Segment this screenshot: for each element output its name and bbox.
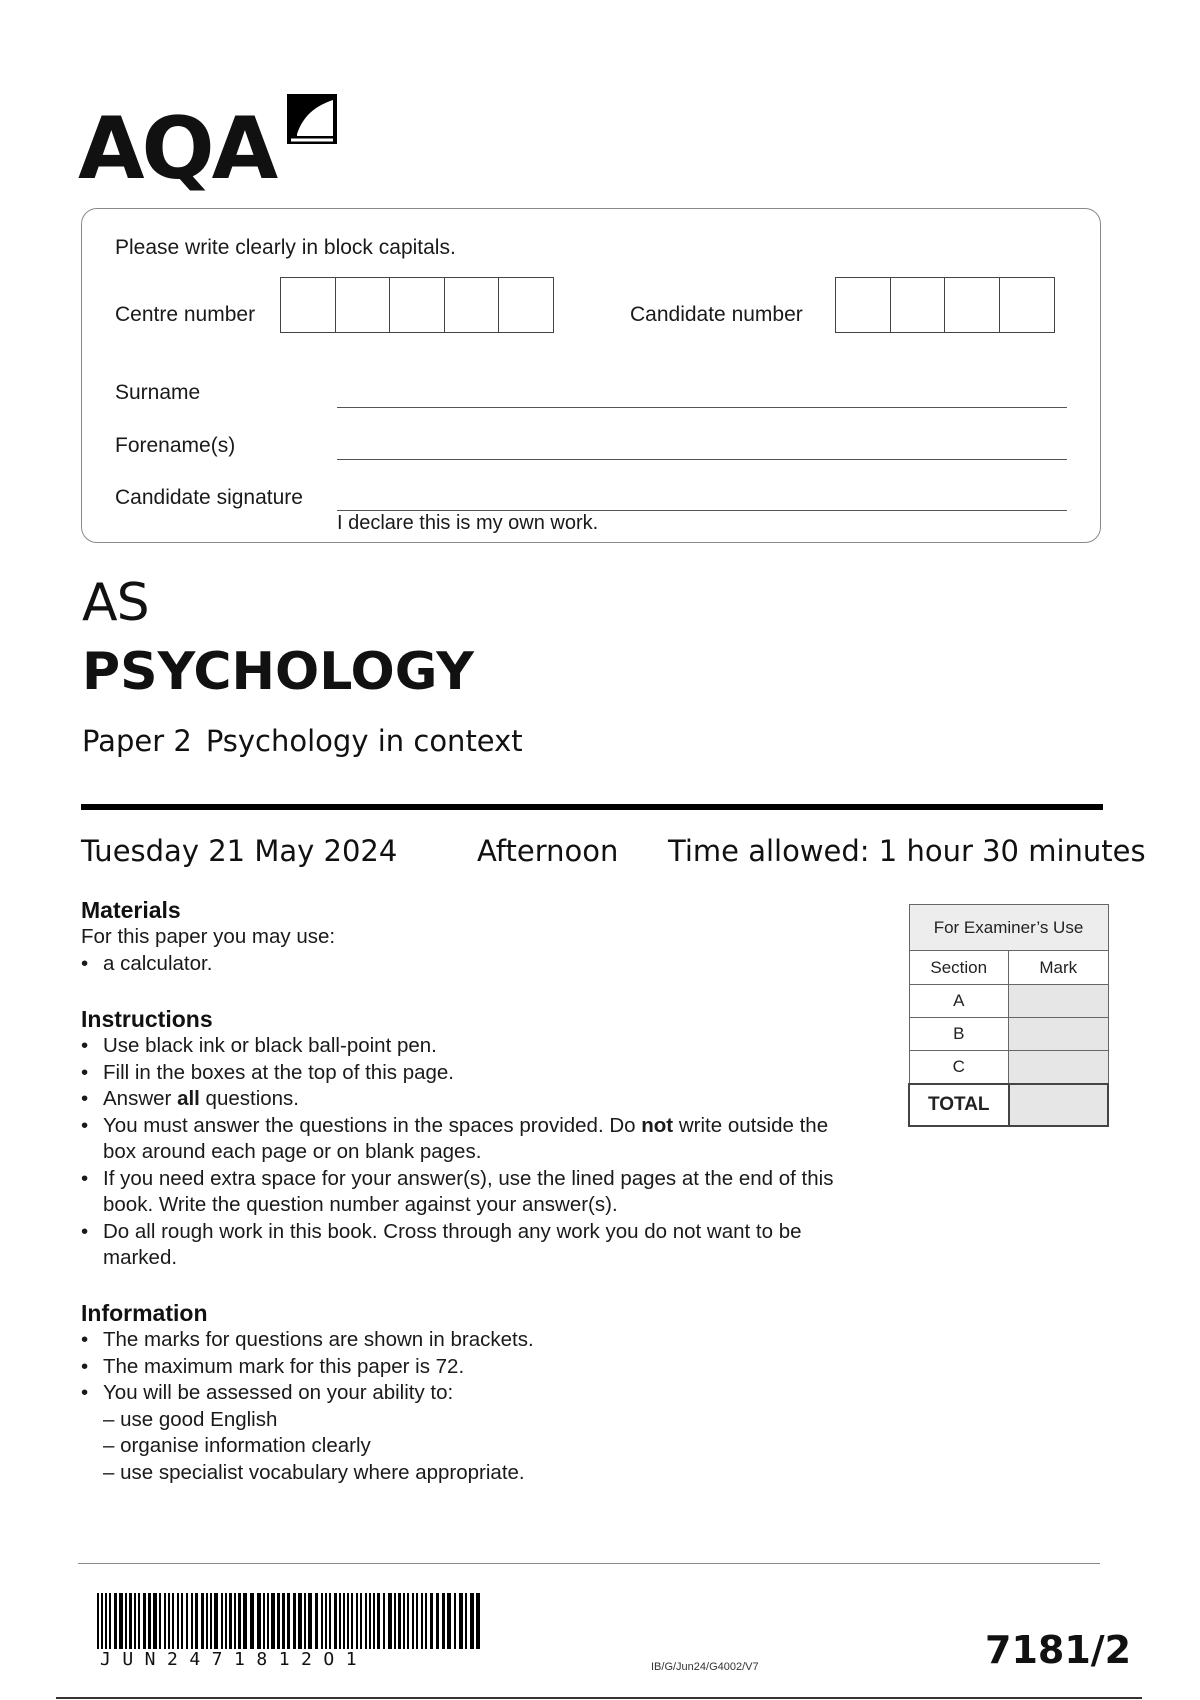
materials-section: [81, 897, 841, 977]
exam-date: Tuesday 21 May 2024: [81, 834, 398, 868]
footer-divider: [78, 1563, 1100, 1564]
centre-number-digit[interactable]: [280, 277, 336, 333]
surname-line[interactable]: [337, 407, 1067, 408]
page-bottom-rule: [56, 1697, 1142, 1699]
document-reference: IB/G/Jun24/G4002/V7: [651, 1661, 759, 1673]
total-label: TOTAL: [909, 1084, 1009, 1126]
instruction-item: • You must answer the questions in the spaces provided. Do not write outside the box around each page or on blank pages.: [81, 1113, 841, 1166]
mark-cell: [1009, 1051, 1109, 1085]
paper-code: 7181/2: [985, 1628, 1132, 1672]
instructions-heading: Instructions: [81, 1006, 213, 1032]
centre-number-digit[interactable]: [389, 277, 445, 333]
section-cell: C: [909, 1051, 1009, 1085]
centre-number-label: Centre number: [115, 303, 256, 326]
signature-line[interactable]: [337, 510, 1067, 511]
section-column-header: Section: [909, 951, 1009, 985]
mark-column-header: Mark: [1009, 951, 1109, 985]
forenames-line[interactable]: [337, 459, 1067, 460]
candidate-number-digit[interactable]: [999, 277, 1055, 333]
instruction-item: • If you need extra space for your answer(s), use the lined pages at the end of this book. Write the question number against your answer(s).: [81, 1166, 841, 1219]
centre-number-digit[interactable]: [335, 277, 391, 333]
qualification-level: AS: [82, 573, 149, 633]
subject-title: PSYCHOLOGY: [82, 642, 474, 702]
information-heading: Information: [81, 1300, 208, 1326]
candidate-number-label: Candidate number: [630, 303, 803, 326]
information-item: • You will be assessed on your ability to:: [81, 1380, 841, 1407]
paper-number: Paper 2: [82, 724, 192, 758]
assessment-point: – use good English: [103, 1407, 278, 1431]
exam-session: Afternoon: [477, 834, 619, 868]
section-cell: A: [909, 985, 1009, 1018]
centre-number-digit[interactable]: [444, 277, 500, 333]
mark-cell: [1009, 985, 1109, 1018]
candidate-number-digit[interactable]: [835, 277, 891, 333]
instruction-item: • Answer all questions.: [81, 1086, 841, 1113]
forenames-label: Forename(s): [115, 434, 236, 457]
time-allowed: Time allowed: 1 hour 30 minutes: [668, 834, 1146, 868]
materials-intro: For this paper you may use:: [81, 925, 336, 948]
instruction-item: • Use black ink or black ball-point pen.: [81, 1033, 841, 1060]
assessment-point: – organise information clearly: [103, 1434, 371, 1457]
materials-item: • a calculator.: [81, 951, 841, 978]
declaration-text: I declare this is my own work.: [337, 512, 599, 534]
information-item: • The maximum mark for this paper is 72.: [81, 1354, 841, 1381]
centre-number-digit[interactable]: [498, 277, 554, 333]
paper-name: Psychology in context: [205, 724, 523, 758]
information-section: [81, 1300, 841, 1486]
instruction-item: • Fill in the boxes at the top of this page.: [81, 1060, 841, 1087]
section-cell: B: [909, 1018, 1009, 1051]
logo-text: AQA: [78, 99, 276, 199]
block-capitals-instruction: Please write clearly in block capitals.: [115, 236, 456, 259]
information-item: • The marks for questions are shown in brackets.: [81, 1327, 841, 1354]
signature-label: Candidate signature: [115, 486, 303, 509]
mark-cell: [1009, 1018, 1109, 1051]
instructions-section: [81, 1006, 841, 1272]
paper-title: [82, 724, 537, 758]
materials-heading: Materials: [81, 897, 181, 923]
header-divider: [81, 804, 1103, 810]
candidate-number-digit[interactable]: [890, 277, 946, 333]
barcode-icon: [97, 1593, 483, 1649]
assessment-point: – use specialist vocabulary where appropriate.: [103, 1460, 525, 1484]
candidate-number-boxes[interactable]: [835, 277, 1055, 333]
barcode-text: JUN2471812O1: [100, 1649, 369, 1670]
examiner-table-header: For Examiner’s Use: [909, 905, 1108, 951]
examiner-use-table: [908, 904, 1109, 1127]
candidate-number-digit[interactable]: [944, 277, 1000, 333]
surname-label: Surname: [115, 381, 201, 404]
aqa-logo: [78, 92, 276, 199]
total-mark-cell: [1009, 1084, 1109, 1126]
centre-number-boxes[interactable]: [280, 277, 554, 333]
aqa-logo-mark-icon: [283, 90, 341, 150]
instruction-item: • Do all rough work in this book. Cross through any work you do not want to be marked.: [81, 1219, 841, 1272]
